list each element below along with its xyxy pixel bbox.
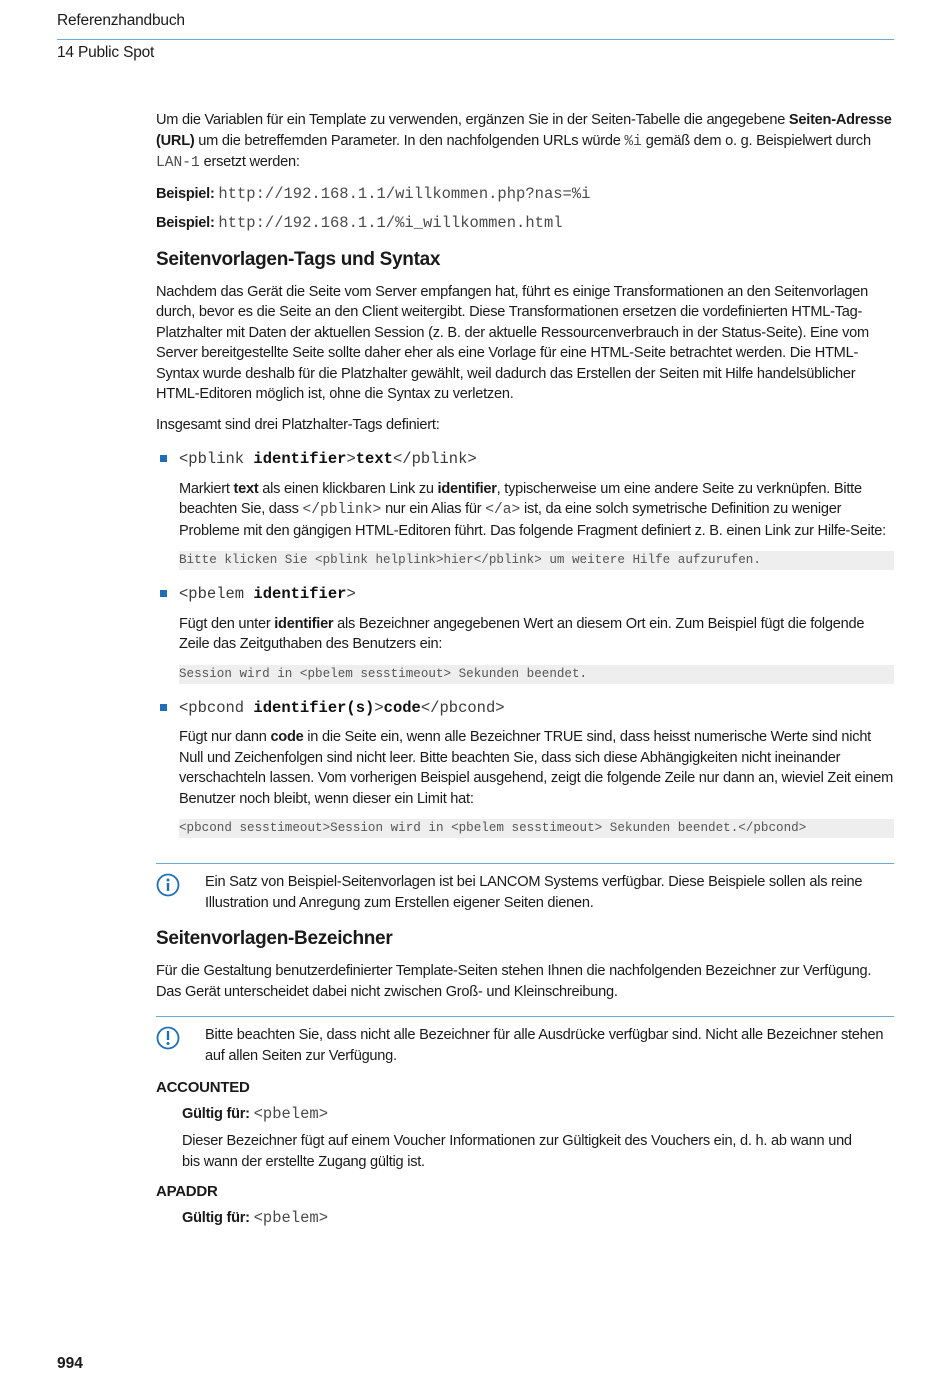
section-paragraph: Nachdem das Gerät die Seite vom Server empfangen hat, führt es einige Transformationen an den Seitenvorlagen durch, bevor es die Seite an den Client weitergibt. Diese Transformationen ersetzen die vordefinierten HTML-Tag-Platzhalter mit Daten der aktuellen Session (z. B. der aktuelle Ressourcenverbrauch in der Status-Seite). Eine vom Server bereitgestellte Seite sollte daher eher als eine Vorlage für eine HTML-Seite betrachtet werden. Die HTML-Syntax wurde deshalb für die Platzhalter gewählt, weil dadurch das Erstellen der Seiten mit Hilfe handelsüblicher HTML-Editoren möglich ist, ohne die Syntax zu verletzen. [156, 283, 869, 402]
identifier-name: APADDR [156, 1183, 218, 1200]
header-divider [57, 39, 894, 40]
note-text: Bitte beachten Sie, dass nicht alle Bezeichner für alle Ausdrücke verfügbar sind. Nicht alle Bezeichner stehen auf allen Seiten zur Verfügung. [205, 1027, 884, 1064]
tag-description: Fügt nur dann code in die Seite ein, wenn alle Bezeichner TRUE sind, dass heisst numerische Werte sind nicht Null und Zeichenfolgen sind nicht leer. Bitte beachten Sie, dass sich diese Abhängigkeiten nicht ineinander verschachteln lassen. Vom vorherigen Beispiel ausgehend, zeigt die folgende Zeile nur dann an, wieviel Zeit einem Benutzer noch bleibt, wenn dieser ein Limit hat: [179, 729, 894, 807]
code-block: <pbcond sesstimeout>Session wird in <pbelem sesstimeout> Sekunden beendet.</pbcond> [179, 819, 894, 838]
warning-note [156, 1016, 894, 1066]
bullet-square-icon [160, 455, 167, 462]
main-content [156, 110, 894, 1235]
code-block: Bitte klicken Sie <pblink helplink>hier</pblink> um weitere Hilfe aufzurufen. [179, 551, 894, 570]
example-line: Beispiel: http://192.168.1.1/%i_willkommen.html [156, 214, 563, 232]
page-number: 994 [57, 1355, 83, 1372]
tag-description: Fügt den unter identifier als Bezeichner angegebenen Wert an diesem Ort ein. Zum Beispiel fügt die folgende Zeile das Zeitguthaben des Benutzers ein: [179, 615, 865, 652]
identifier-validity: Gültig für: <pbelem> [182, 1208, 329, 1227]
list-item [156, 449, 894, 470]
intro-bold: Seiten-Adresse (URL) [156, 112, 892, 149]
list-item [156, 584, 894, 605]
tag-description: Markiert text als einen klickbaren Link zu identifier, typischerweise um eine andere Seite zu verknüpfen. Bitte beachten Sie, dass </pblink> nur ein Alias für </a> ist, da eine solch symetrische Definition zu weniger Probleme mit den gängigen HTML-Editoren führt. Das folgende Fragment definiert z. B. einen Link zur Hilfe-Seite: [179, 480, 886, 539]
code-block: Session wird in <pbelem sesstimeout> Sekunden beendet. [179, 665, 894, 684]
example-url: http://192.168.1.1/%i_willkommen.html [218, 214, 563, 232]
info-note [156, 863, 894, 913]
running-header-chapter: 14 Public Spot [57, 44, 155, 61]
identifier-validity: Gültig für: <pbelem> [182, 1104, 329, 1123]
list-item [156, 698, 894, 719]
bullet-square-icon [160, 590, 167, 597]
tag-syntax: <pbelem identifier> [179, 585, 356, 603]
warning-icon [156, 1026, 180, 1050]
intro-paragraph: Um die Variablen für ein Template zu verwenden, ergänzen Sie in der Seiten-Tabelle die angegebene Seiten-Adresse (URL) um die betreffemden Parameter. In den nachfolgenden URLs würde %i gemäß dem o. g. Beispielwert durch LAN-1 ersetzt werden: [156, 112, 892, 171]
inline-code: %i [624, 133, 642, 150]
bullet-square-icon [160, 704, 167, 711]
identifier-description: Dieser Bezeichner fügt auf einem Voucher Informationen zur Gültigkeit des Vouchers ein, d. h. ab wann und bis wann der erstellte Zugang gültig ist. [182, 1133, 852, 1170]
tag-syntax: <pblink identifier>text</pblink> [179, 450, 477, 468]
section-heading: Seitenvorlagen-Tags und Syntax [156, 248, 441, 270]
section-paragraph: Für die Gestaltung benutzerdefinierter Template-Seiten stehen Ihnen die nachfolgenden Bezeichner zur Verfügung. Das Gerät unterscheidet dabei nicht zwischen Groß- und Kleinschreibung. [156, 963, 872, 1000]
example-line: Beispiel: http://192.168.1.1/willkommen.php?nas=%i [156, 184, 591, 203]
inline-code: </pblink> [302, 502, 382, 518]
inline-code: LAN-1 [156, 155, 200, 171]
section-paragraph: Insgesamt sind drei Platzhalter-Tags definiert: [156, 416, 440, 433]
tag-syntax: <pbcond identifier(s)>code</pbcond> [179, 698, 505, 717]
example-url: http://192.168.1.1/willkommen.php?nas=%i [218, 184, 591, 203]
note-text: Ein Satz von Beispiel-Seitenvorlagen ist bei LANCOM Systems verfügbar. Diese Beispiele sollen als reine Illustration und Anregung zum Erstellen eigener Seiten dienen. [205, 874, 863, 911]
identifier-name: ACCOUNTED [156, 1079, 250, 1096]
inline-code: </a> [485, 502, 521, 518]
running-header-title: Referenzhandbuch [57, 12, 185, 29]
info-icon [156, 873, 180, 897]
section-heading: Seitenvorlagen-Bezeichner [156, 928, 393, 949]
